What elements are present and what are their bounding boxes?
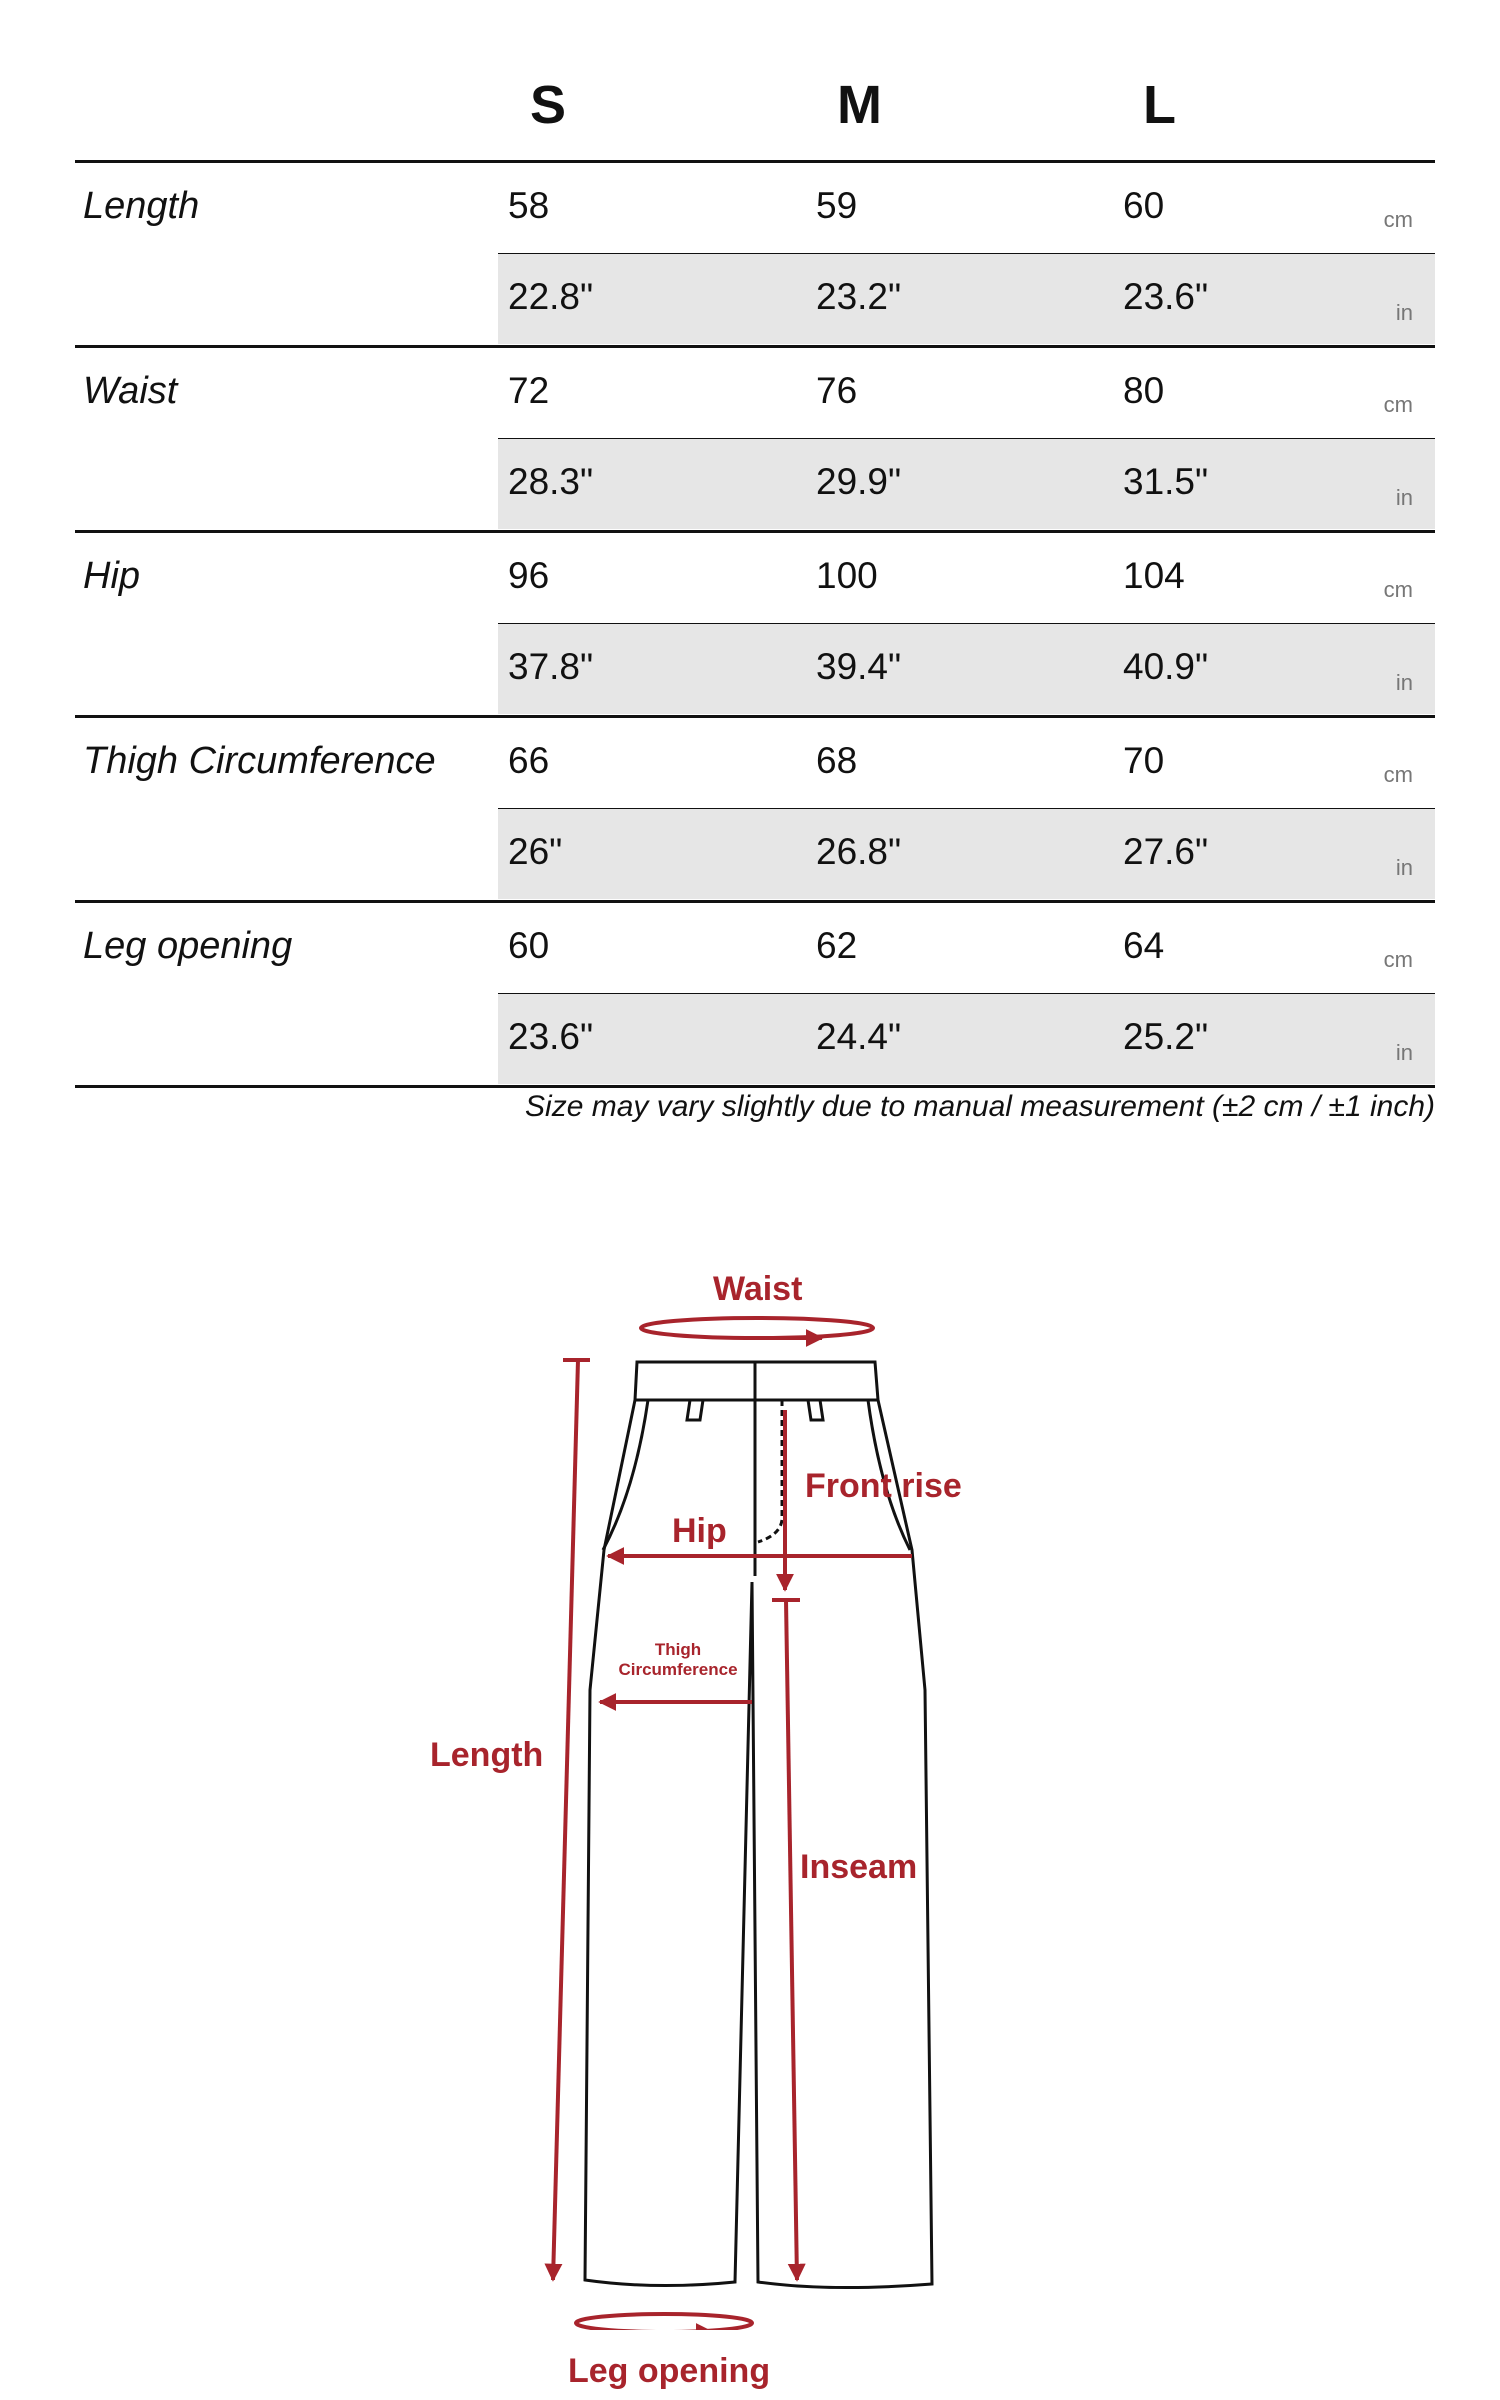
inseam-label: Inseam [800,1848,918,1886]
leg-opening-label: Leg opening [568,2352,771,2390]
measurement-row [75,903,1435,1088]
measurement-value-cm: 76 [816,370,858,411]
measurement-name: Leg opening [83,925,293,967]
unit-label-cm: cm [1383,392,1413,417]
measurement-value-cm: 70 [1123,740,1165,781]
measurement-name: Thigh Circumference [83,740,436,782]
measurement-cm-row [498,903,1435,995]
measurement-name: Length [83,185,200,227]
measurement-value-cm: 60 [508,925,550,966]
measurement-value-in: 25.2" [1123,1016,1209,1057]
size-header-m: M [837,75,882,135]
waist-label: Waist [713,1270,803,1308]
measurement-row [75,348,1435,533]
inseam-arrow [772,1600,800,2280]
measurement-value-cm: 100 [816,555,878,596]
measurement-value-in: 28.3" [508,461,594,502]
measurement-value-in: 29.9" [816,461,902,502]
unit-label-in: in [1395,1040,1413,1065]
unit-label-cm: cm [1383,947,1413,972]
size-header-s: S [530,75,567,135]
measurement-value-in: 40.9" [1123,646,1209,687]
measurement-row [75,533,1435,718]
measurement-value-cm: 104 [1123,555,1185,596]
measurement-name: Hip [83,555,141,597]
unit-label-cm: cm [1383,762,1413,787]
measurement-cm-row [498,163,1435,255]
measurement-value-in: 27.6" [1123,831,1209,872]
measurement-row [75,718,1435,903]
measurement-cm-row [498,533,1435,625]
measurement-in-row [498,624,1435,714]
measurement-value-cm: 60 [1123,185,1165,226]
measurement-value-cm: 64 [1123,925,1165,966]
measurement-value-in: 26" [508,831,563,872]
unit-label-in: in [1395,670,1413,695]
size-chart-table [75,0,1435,1088]
measurement-value-in: 37.8" [508,646,594,687]
measurement-value-cm: 58 [508,185,550,226]
measurement-value-in: 23.6" [1123,276,1209,317]
measurement-row [75,163,1435,348]
thigh-label-line2: Circumference [618,1659,738,1679]
measurement-value-in: 31.5" [1123,461,1209,502]
measurement-value-in: 39.4" [816,646,902,687]
measurement-cm-row [498,718,1435,810]
length-arrow [553,1360,590,2280]
size-header-l: L [1143,75,1176,135]
measurement-rows [75,163,1435,1088]
unit-label-in: in [1395,485,1413,510]
length-label: Length [430,1736,544,1774]
measurement-value-cm: 80 [1123,370,1165,411]
measurement-value-in: 22.8" [508,276,594,317]
size-header-row [75,0,1435,163]
thigh-circumference-label [612,1640,744,1679]
measurement-value-cm: 66 [508,740,550,781]
measurement-value-cm: 62 [816,925,858,966]
leg-opening-loop-arrow [576,2314,752,2330]
measurement-value-in: 23.6" [508,1016,594,1057]
measurement-in-row [498,439,1435,529]
front-rise-label: Front rise [805,1467,962,1505]
pants-measurement-diagram [0,1230,1500,2390]
unit-label-cm: cm [1383,577,1413,602]
measurement-value-cm: 72 [508,370,550,411]
measurement-in-row [498,254,1435,344]
measurement-value-in: 24.4" [816,1016,902,1057]
measurement-in-row [498,809,1435,899]
measurement-note: Size may vary slightly due to manual measurement (±2 cm / ±1 inch) [525,1090,1435,1123]
measurement-value-cm: 59 [816,185,858,226]
measurement-cm-row [498,348,1435,440]
unit-label-in: in [1395,855,1413,880]
pants-illustration [0,1230,1500,2330]
measurement-value-in: 26.8" [816,831,902,872]
waist-loop-arrow [641,1318,873,1338]
measurement-value-in: 23.2" [816,276,902,317]
measurement-name: Waist [83,370,178,412]
unit-label-in: in [1395,300,1413,325]
measurement-value-cm: 68 [816,740,858,781]
unit-label-cm: cm [1383,207,1413,232]
thigh-label-line1: Thigh [654,1640,702,1659]
measurement-value-cm: 96 [508,555,550,596]
hip-label: Hip [672,1512,727,1550]
measurement-in-row [498,994,1435,1084]
